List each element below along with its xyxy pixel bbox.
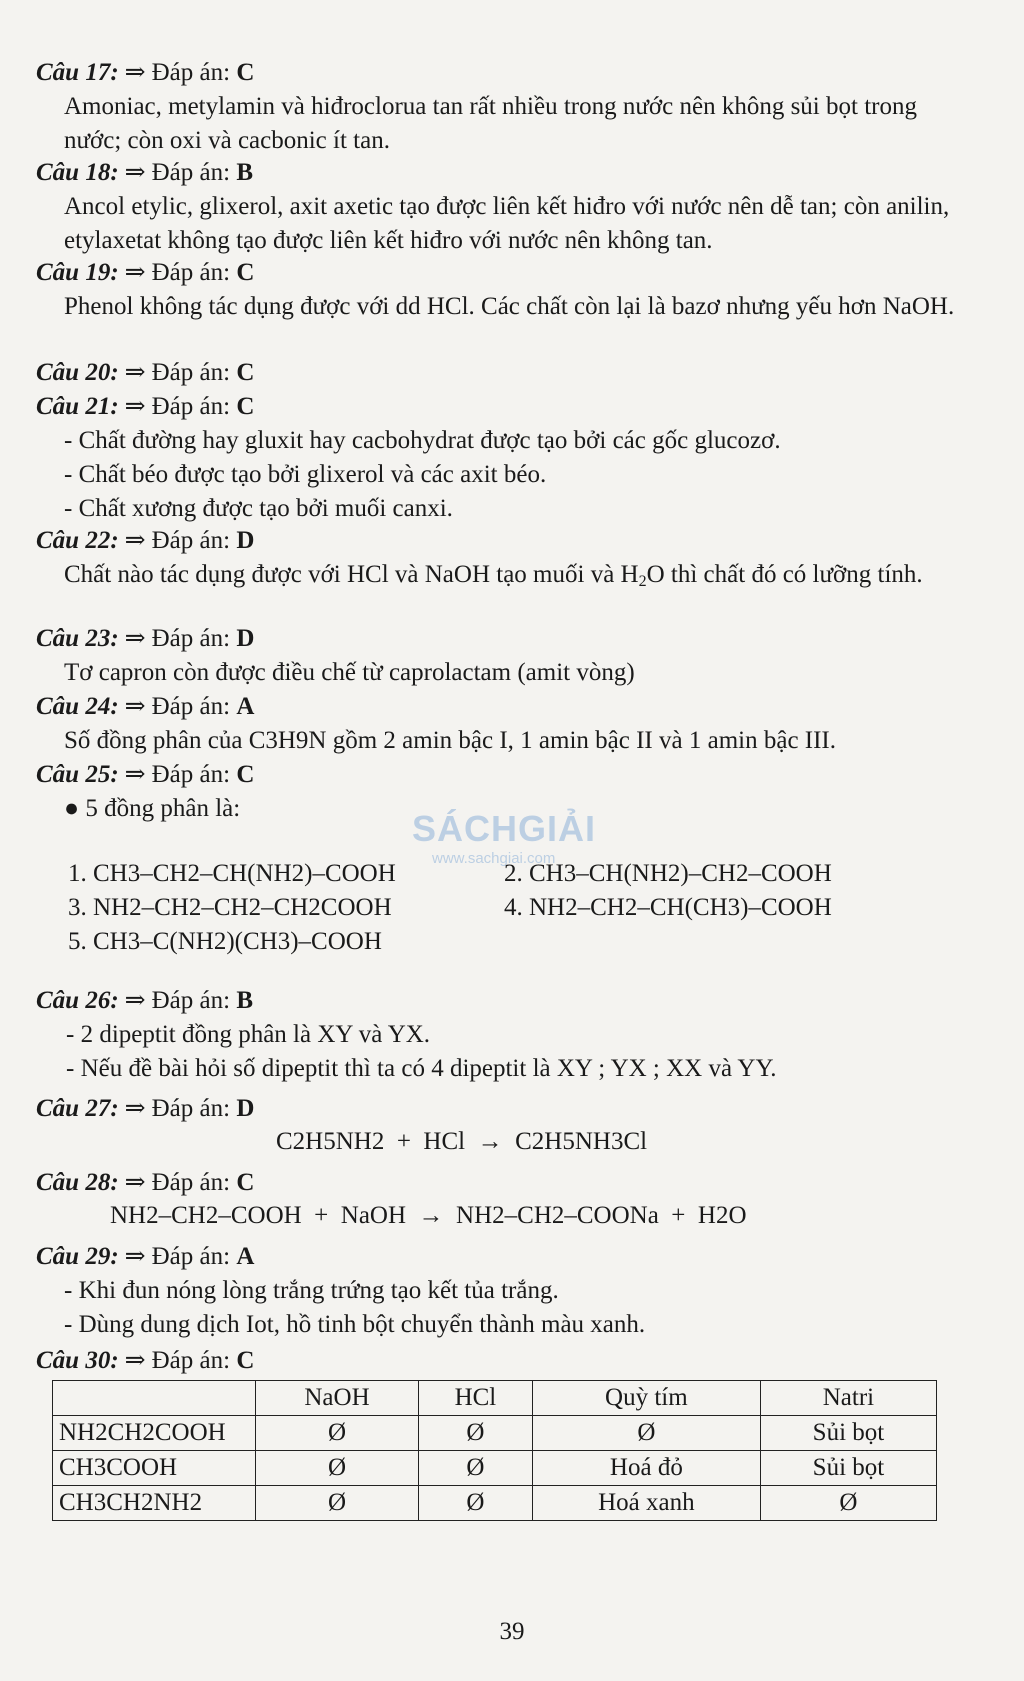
implies-arrow: ⇒ <box>124 1243 146 1270</box>
question-17 <box>36 56 964 158</box>
list-item: - Khi đun nóng lòng trắng trứng tạo kết tủa trắng. <box>64 1277 559 1304</box>
question-label: Câu 27: <box>36 1095 119 1122</box>
isomer-1: 1. CH3–CH2–CH(NH2)–COOH <box>68 860 396 887</box>
table-cell: Hoá đỏ <box>532 1451 760 1486</box>
table-cell: Sủi bọt <box>760 1416 936 1451</box>
table-cell: Ø <box>532 1416 760 1451</box>
explanation: Chất nào tác dụng được với HCl và NaOH tạo muối và $H_2O$ thì chất đó có lưỡng tính. <box>64 561 923 590</box>
answer-label: Đáp án: <box>151 1347 231 1374</box>
question-label: Câu 30: <box>36 1347 119 1374</box>
table-header: NaOH <box>256 1381 419 1416</box>
table-header <box>53 1381 256 1416</box>
table-header: HCl <box>418 1381 532 1416</box>
table-cell: Ø <box>418 1451 532 1486</box>
answer-label: Đáp án: <box>151 761 231 788</box>
question-23 <box>36 622 964 690</box>
implies-arrow: ⇒ <box>124 761 146 788</box>
table-header-row <box>53 1381 937 1416</box>
list-item: - 2 dipeptit đồng phân là XY và YX. <box>66 1021 431 1048</box>
question-label: Câu 19: <box>36 259 119 286</box>
question-label: Câu 17: <box>36 59 119 86</box>
explanation: Phenol không tác dụng được với dd HCl. Các chất còn lại là bazơ nhưng yếu hơn NaOH. <box>64 293 955 320</box>
intro-text: 5 đồng phân là: <box>85 795 241 822</box>
list-item: - Chất xương được tạo bởi muối canxi. <box>64 495 453 522</box>
answer-label: Đáp án: <box>151 1095 231 1122</box>
implies-arrow: ⇒ <box>124 359 146 386</box>
question-20 <box>36 356 964 390</box>
table-cell: Ø <box>760 1486 936 1521</box>
question-22 <box>36 524 964 592</box>
reaction-equation: C2H5NH2 + HCl → C2H5NH3Cl <box>276 1128 648 1155</box>
table-header: Natri <box>760 1381 936 1416</box>
table-cell: Sủi bọt <box>760 1451 936 1486</box>
answer-label: Đáp án: <box>151 693 231 720</box>
answer-label: Đáp án: <box>151 1169 231 1196</box>
bullet-icon: ● <box>64 795 80 822</box>
answer-value: C <box>236 359 255 386</box>
list-item: - Nếu đề bài hỏi số dipeptit thì ta có 4 dipeptit là XY ; YX ; XX và YY. <box>66 1055 777 1082</box>
answer-label: Đáp án: <box>151 527 231 554</box>
question-label: Câu 24: <box>36 693 119 720</box>
table-cell: Ø <box>256 1486 419 1521</box>
question-label: Câu 28: <box>36 1169 119 1196</box>
explanation: Tơ capron còn được điều chế từ caprolactam (amit vòng) <box>64 659 635 686</box>
question-label: Câu 29: <box>36 1243 119 1270</box>
answer-value: D <box>236 1095 255 1122</box>
question-label: Câu 18: <box>36 159 119 186</box>
table-row <box>53 1486 937 1521</box>
isomer-5: 5. CH3–C(NH2)(CH3)–COOH <box>68 928 382 955</box>
list-item: - Chất béo được tạo bởi glixerol và các axit béo. <box>64 461 547 488</box>
implies-arrow: ⇒ <box>124 393 146 420</box>
answer-value: D <box>236 527 255 554</box>
implies-arrow: ⇒ <box>124 59 146 86</box>
implies-arrow: ⇒ <box>124 159 146 186</box>
implies-arrow: ⇒ <box>124 625 146 652</box>
answer-value: C <box>236 259 255 286</box>
table-cell: CH3COOH <box>53 1451 256 1486</box>
answer-value: B <box>236 987 253 1014</box>
answer-value: C <box>236 393 255 420</box>
answer-label: Đáp án: <box>151 987 231 1014</box>
answer-label: Đáp án: <box>151 59 231 86</box>
watermark-url: www.sachgiai.com <box>432 850 556 867</box>
reaction-table <box>52 1380 937 1521</box>
answer-value: C <box>236 1169 255 1196</box>
explanation: Amoniac, metylamin và hiđroclorua tan rất nhiều trong nước nên không sủi bọt trong nước; còn oxi và cacbonic ít tan. <box>64 93 917 154</box>
question-label: Câu 25: <box>36 761 119 788</box>
answer-value: C <box>236 1347 255 1374</box>
reaction-equation: NH2–CH2–COOH + NaOH → NH2–CH2–COONa + H2O <box>110 1202 747 1229</box>
table-cell: Ø <box>418 1486 532 1521</box>
implies-arrow: ⇒ <box>124 1347 146 1374</box>
question-27 <box>36 1092 964 1126</box>
table-row <box>53 1451 937 1486</box>
question-21 <box>36 390 964 526</box>
answer-label: Đáp án: <box>151 159 231 186</box>
answer-value: B <box>236 159 253 186</box>
question-24 <box>36 690 964 758</box>
implies-arrow: ⇒ <box>124 1095 146 1122</box>
table-cell: NH2CH2COOH <box>53 1416 256 1451</box>
watermark <box>412 808 596 867</box>
table-cell: Ø <box>418 1416 532 1451</box>
question-label: Câu 20: <box>36 359 119 386</box>
question-29 <box>36 1240 964 1342</box>
answer-label: Đáp án: <box>151 625 231 652</box>
implies-arrow: ⇒ <box>124 259 146 286</box>
explanation-part: Chất nào tác dụng được với HCl và NaOH tạo muối và H <box>64 561 639 588</box>
implies-arrow: ⇒ <box>124 693 146 720</box>
answer-value: A <box>236 1243 255 1270</box>
explanation-part: O thì chất đó có lưỡng tính. <box>646 561 923 588</box>
answer-label: Đáp án: <box>151 393 231 420</box>
question-30 <box>36 1344 964 1378</box>
question-label: Câu 23: <box>36 625 119 652</box>
isomer-3: 3. NH2–CH2–CH2–CH2COOH <box>68 894 392 921</box>
answer-value: D <box>236 625 255 652</box>
table-cell: Ø <box>256 1416 419 1451</box>
answer-label: Đáp án: <box>151 259 231 286</box>
table-row <box>53 1416 937 1451</box>
table-cell: Hoá xanh <box>532 1486 760 1521</box>
question-label: Câu 26: <box>36 987 119 1014</box>
explanation: Số đồng phân của C3H9N gồm 2 amin bậc I, 1 amin bậc II và 1 amin bậc III. <box>64 727 837 754</box>
question-26 <box>36 984 964 1086</box>
list-item: - Chất đường hay gluxit hay cacbohydrat được tạo bởi các gốc glucozơ. <box>64 427 781 454</box>
answer-label: Đáp án: <box>151 1243 231 1270</box>
answer-value: A <box>236 693 255 720</box>
implies-arrow: ⇒ <box>124 1169 146 1196</box>
question-label: Câu 22: <box>36 527 119 554</box>
page-number: 39 <box>499 1618 525 1645</box>
answer-value: C <box>236 59 255 86</box>
question-label: Câu 21: <box>36 393 119 420</box>
isomer-4: 4. NH2–CH2–CH(CH3)–COOH <box>504 894 832 921</box>
question-28 <box>36 1166 964 1200</box>
answer-value: C <box>236 761 255 788</box>
question-18 <box>36 156 964 258</box>
table-cell: CH3CH2NH2 <box>53 1486 256 1521</box>
table-cell: Ø <box>256 1451 419 1486</box>
implies-arrow: ⇒ <box>124 987 146 1014</box>
question-19 <box>36 256 964 324</box>
list-item: - Dùng dung dịch Iot, hồ tinh bột chuyển thành màu xanh. <box>64 1311 646 1338</box>
answer-label: Đáp án: <box>151 359 231 386</box>
isomer-2: 2. CH3–CH(NH2)–CH2–COOH <box>504 860 832 887</box>
watermark-brand: SÁCHGIẢI <box>412 808 597 849</box>
implies-arrow: ⇒ <box>124 527 146 554</box>
table-header: Quỳ tím <box>532 1381 760 1416</box>
explanation: Ancol etylic, glixerol, axit axetic tạo được liên kết hiđro với nước nên dễ tan; còn anilin, etylaxetat không tạo được liên kết hiđro với nước nên không tan. <box>64 193 950 254</box>
